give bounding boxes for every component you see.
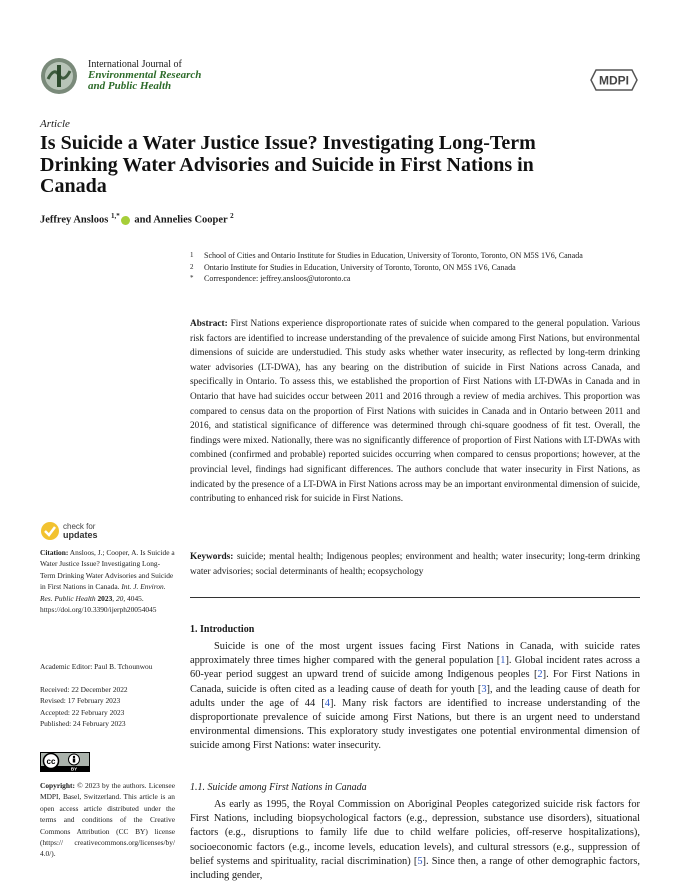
keywords xyxy=(190,550,640,579)
affiliations xyxy=(190,250,640,285)
keywords-text: suicide; mental health; Indigenous peoples; environment and health; water insecurity; long-term drinking water advisories; social determinants of health; ecopsychology xyxy=(190,552,640,577)
keywords-label: Keywords: xyxy=(190,552,234,562)
abstract xyxy=(190,317,640,507)
cc-badge-label: BY xyxy=(70,766,78,772)
affiliation-mark: 2 xyxy=(190,262,194,271)
affiliation-item xyxy=(190,250,640,262)
page-title: Is Suicide a Water Justice Issue? Investigating Long-Term Drinking Water Advisories and Suicide in First Nations in Canada xyxy=(40,132,536,197)
author-name[interactable]: Annelies Cooper xyxy=(153,214,228,226)
text-run: Suicide is one of the most urgent issues facing First Nations in Canada, with suicide rates approximately three times higher compared with the general population [ xyxy=(190,641,640,667)
author-join: and xyxy=(134,214,152,226)
subsection-paragraph xyxy=(190,798,640,883)
citation-link[interactable]: 4 xyxy=(324,697,330,709)
text-run: As early as 1995, the Royal Commission on Aboriginal Peoples categorized suicide risk factors for First Nations, including biopsychological factors (e.g., depression, substance use disorders), situational factors (e.g., disruptions to family life due to child welfare policies, off-reserve hospitalizations), socioeconomic factors (e.g., income levels, education levels), and cultural stressors (e.g., suppression of belief systems and spirituality, racial discrimination) [ xyxy=(190,799,640,867)
citation-block: Citation: Ansloos, J.; Cooper, A. Is Suicide a Water Justice Issue? Investigating Long-Term Drinking Water Advisories and Suicide in First Nations in Canada. Int. J. Environ. Res. Public Health 2023, 20, 4045. https://doi.org/10.3390/ijerph20054045 xyxy=(40,548,175,615)
publisher-logo-text: MDPI xyxy=(599,73,629,88)
citation-label: Citation: xyxy=(40,548,69,557)
affiliation-text: Correspondence: jeffrey.ansloos@utoronto.ca xyxy=(204,274,351,284)
article-type: Article xyxy=(40,118,70,130)
citation-journal: Int. J. Environ. Res. Public Health xyxy=(40,582,166,603)
text-run: ]. Since then, a range of other demographic factors, including gender, xyxy=(190,855,640,882)
citation-pages[interactable]: , 4045. https://doi.org/10.3390/ijerph20054045 xyxy=(40,593,157,615)
abstract-text: First Nations experience disproportionate rates of suicide when compared to the general population. Various risk factors are identified to increase understanding of the prevalence of suicide among First Nations, but environmental dimensions of suicide are understudied. This study asks whether water insecurity, as reflected by long-term drinking water advisories (LT-DWA), has any bearing on the distribution of suicide in First Nations across Canada, and specifically in Ontario. To assess this, we established the proportion of First Nations with LT-DWAs in Canada and in Ontario that have had suicides occur between 2011 and 2016 through a review of media archives. This proportion was compared to census data on the proportion of First Nations with suicides in Canada and in Ontario between 2011 and 2016, and statistical significance of difference was determined through chi-square goodness of fit test. Overall, the findings were mixed. Nationally, there was no significantly difference of proportion of First Nations with LT-DWAs with combined (confirmed and probable) reported suicides occurring when compared to census proportions; however, at the provincial level, findings had significant differences. The authors conclude that water insecurity in First Nations, as indicated by the presence of a LT-DWA in First Nations across may be an important environmental dimension of suicide, contributing to enhanced risk for suicide in First Nations. xyxy=(190,319,640,505)
affiliation-item xyxy=(190,273,640,285)
affiliation-text: School of Cities and Ontario Institute for Studies in Education, University of Toronto, Toronto, ON M5S 1V6, Canada xyxy=(204,251,583,260)
svg-text:cc: cc xyxy=(46,757,56,766)
copyright-label: Copyright: xyxy=(40,781,75,790)
section-divider xyxy=(190,597,640,598)
date-revised: Revised: 17 February 2023 xyxy=(40,696,121,706)
abstract-label: Abstract: xyxy=(190,319,228,329)
copyright-text: © 2023 by the authors. Licensee MDPI, Basel, Switzerland. This article is an open access article distributed under the terms and conditions of the Creative Commons Attribution (CC BY) license (https:// creativecommons.org/licenses/by/ 4.0/). xyxy=(40,781,175,859)
author-name[interactable]: Jeffrey Ansloos xyxy=(40,214,109,226)
journal-line2a: Environmental Research xyxy=(88,69,202,81)
affiliation-mark: * xyxy=(190,274,194,283)
citation-link[interactable]: 1 xyxy=(500,655,506,667)
journal-logo-icon xyxy=(40,57,78,95)
author-sup: 1,* xyxy=(110,212,120,220)
citation-vol: 20 xyxy=(115,593,124,603)
intro-paragraph xyxy=(190,640,640,754)
journal-line1: International Journal of xyxy=(88,59,182,70)
citation-link[interactable]: 3 xyxy=(481,683,487,695)
citation-text: Ansloos, J.; Cooper, A. Is Suicide a Water Justice Issue? Investigating Long-Term Drinking Water Advisories and Suicide in First Nations in Canada. xyxy=(40,548,175,592)
academic-editor: Academic Editor: Paul B. Tchounwou xyxy=(40,662,153,671)
section-heading: 1. Introduction xyxy=(190,624,255,635)
author-sup: 2 xyxy=(230,212,234,220)
orcid-icon[interactable] xyxy=(121,216,130,225)
journal-line2b: and Public Health xyxy=(88,80,172,92)
citation-link[interactable]: 5 xyxy=(417,855,423,867)
check-for-updates-icon[interactable] xyxy=(40,521,60,541)
citation-year: 2023 xyxy=(97,593,113,603)
copyright-block xyxy=(40,780,175,860)
citation-link[interactable]: 2 xyxy=(537,669,543,681)
affiliation-text: Ontario Institute for Studies in Education, University of Toronto, Toronto, ON M5S 1V6, Canada xyxy=(204,262,516,272)
date-received: Received: 22 December 2022 xyxy=(40,685,128,694)
check-updates-line1: check for xyxy=(63,522,96,531)
text-run: ]. For First Nations in Canada, suicide is often cited as a leading cause of death for youth [ xyxy=(190,669,640,695)
authors xyxy=(40,212,234,226)
text-run: ], and the leading cause of death for adults under the age of 44 [ xyxy=(190,683,640,709)
check-for-updates[interactable] xyxy=(63,522,98,540)
text-run: ]. Many risk factors are identified to increase understanding of the disproportionate prevalence of suicide among First Nations, but there is an urgent need to understand environmental dimensions. This exploratory study investigates one potential environmental dimension of suicide among First Nations: water insecurity. xyxy=(190,697,641,752)
journal-name xyxy=(88,59,201,92)
publication-dates xyxy=(40,684,175,730)
affiliation-mark: 1 xyxy=(190,251,194,259)
date-published: Published: 24 February 2023 xyxy=(40,719,126,729)
check-updates-line2: updates xyxy=(63,530,98,540)
subsection-heading: 1.1. Suicide among First Nations in Canada xyxy=(190,782,367,793)
date-accepted: Accepted: 22 February 2023 xyxy=(40,707,125,717)
cc-by-license-icon[interactable] xyxy=(40,752,90,772)
text-run: ]. Global incident rates across a 60-year period suggest an upward trend of suicide among Indigenous peoples [ xyxy=(190,655,640,681)
affiliation-item xyxy=(190,262,640,274)
mdpi-logo-icon xyxy=(590,68,638,92)
